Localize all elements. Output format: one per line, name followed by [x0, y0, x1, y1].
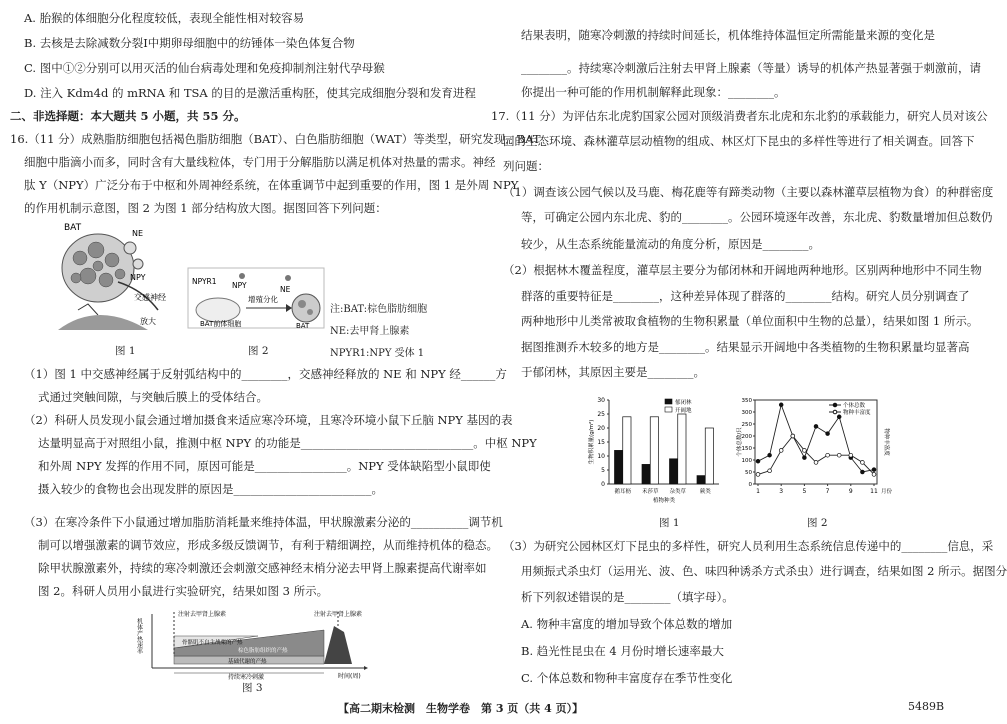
data-point	[837, 415, 841, 419]
q16-part: （1）图 1 中交感神经属于反射弧结构中的________，交感神经释放的 NE 和 NPY 经______方	[24, 367, 507, 381]
npy-label: NPY	[130, 273, 146, 282]
x-tick-label: 11	[870, 488, 878, 495]
data-point	[872, 473, 876, 477]
inject-label: 注射去甲肾上腺素	[314, 611, 363, 618]
q17-part: 群落的重要特征是________，这种差异体现了群落的________结构。研究人员分别调查了	[521, 289, 970, 303]
q17-line: 17.（11 分）为评估东北虎豹国家公园对顶级消费者东北虎和东北豹的承载能力，研究人员对该公	[491, 109, 988, 123]
legend-marker	[833, 410, 837, 414]
basal-metabolism-label: 基础代谢的产热	[228, 659, 267, 665]
bar	[615, 450, 623, 484]
figure-caption: 图 2	[248, 345, 269, 357]
figure-caption: 图 2	[807, 517, 828, 529]
legend-marker	[833, 403, 837, 407]
figure-caption: 图 1	[659, 517, 680, 529]
y-tick-label: 20	[597, 425, 605, 432]
legend-label: 开阔地	[675, 408, 692, 414]
q17-part: 等，可确定公园内东北虎、豹的________。公园环境逐年改善，东北虎、豹数量增加但总数仍	[521, 210, 993, 224]
section-heading: 二、非选择题：本大题共 5 小题，共 55 分。	[10, 109, 246, 123]
bat-label: BAT	[64, 223, 82, 233]
data-point	[849, 453, 853, 457]
x-tick-label: 杂类草	[669, 489, 687, 495]
legend-swatch	[665, 399, 672, 404]
y-tick-label: 200	[741, 434, 752, 440]
option-b: B. 去核是去除减数分裂Ⅰ中期卵母细胞中的纺锤体一染色体复合物	[24, 36, 355, 50]
q16-continued: 结果表明，随寒冷刺激的持续时间延长，机体维持体温恒定所需能量来源的变化是	[521, 28, 935, 42]
data-point	[768, 453, 772, 457]
x-tick-label: 3	[779, 488, 784, 495]
q16-part: 摄入较少的食物也会出现发胖的原因是________________________。	[38, 482, 383, 496]
figure-3-heat-production	[135, 608, 370, 681]
cold-stimulus-label: 持续寒冷刺激	[228, 674, 265, 681]
ne-label: NE	[132, 229, 144, 238]
x-tick-label: 1	[756, 488, 760, 495]
q17-part: （1）调查该公园气候以及马鹿、梅花鹿等有蹄类动物（主要以森林灌草层植物为食）的种群密度	[503, 185, 994, 199]
q17-line: 园的生态环境、森林灌草层动植物的组成、林区灯下昆虫的多样性等进行了相关调查。回答下	[503, 134, 975, 148]
q17-part: 较少，从生态系统能量流动的角度分析，原因是________。	[521, 237, 820, 251]
y-tick-label: 300	[741, 410, 752, 416]
npyr1-label: NPYR1	[192, 277, 217, 286]
q16-line: 16.（11 分）成熟脂肪细胞包括褐色脂肪细胞（BAT）、白色脂肪细胞（WAT）等类型，研究发现，BAT	[10, 132, 541, 146]
bar	[697, 476, 705, 484]
data-point	[768, 469, 772, 473]
enlarge-label: 放大	[140, 317, 156, 326]
data-point	[861, 470, 865, 474]
bar	[678, 414, 686, 484]
q16-part: 除甲状腺激素外，持续的寒冷刺激还会刺激交感神经末梢分泌去甲肾上腺素提高代谢率如	[38, 561, 487, 575]
option-c: C. 图中①②分别可以用灭活的仙台病毒处理和免疫抑制剂注射代孕母猴	[24, 61, 385, 75]
q16-part: （2）科研人员发现小鼠会通过增加摄食来适应寒冷环境，且寒冷环境小鼠下丘脑 NPY 基因的表	[24, 413, 513, 427]
ne-label: NE	[280, 285, 291, 294]
q17-part3: （3）为研究公园林区灯下昆虫的多样性，研究人员利用生态系统信息传递中的________信息，采	[503, 539, 994, 553]
legend-swatch	[665, 407, 672, 412]
option-d: D. 注入 Kdm4d 的 mRNA 和 TSA 的目的是激活重构胚，使其完成细胞分裂和发育进程	[24, 86, 476, 100]
shivering-label: 骨骼肌不自主战栗的产热	[182, 640, 243, 646]
y-tick-label: 15	[597, 439, 605, 446]
option-a: A. 胎猴的体细胞分化程度较低，表现全能性相对较容易	[24, 11, 305, 25]
option-b: B. 趋光性昆虫在 4 月份时增长速率最大	[521, 644, 724, 658]
q16-line: 的作用机制示意图，图 2 为图 1 部分结构放大图。据图回答下列问题：	[24, 201, 387, 215]
q16-line: 细胞中脂滴小而多，同时含有大量线粒体，专门用于分解脂肪以满足机体对热量的需求。神经	[24, 155, 496, 169]
bar	[650, 417, 658, 484]
y-tick-label: 350	[741, 398, 752, 404]
figure-2-enlarged-diagram	[188, 268, 326, 330]
bar	[670, 459, 678, 484]
figure-note: NE:去甲肾上腺素	[330, 326, 410, 337]
data-point	[872, 468, 876, 472]
data-point	[837, 453, 841, 457]
data-point	[803, 449, 807, 453]
y-axis-label-right: 物种丰富度	[883, 428, 889, 456]
series-line	[758, 436, 874, 474]
y-tick-label: 30	[597, 397, 605, 404]
option-c: C. 个体总数和物种丰富度存在季节性变化	[521, 671, 733, 685]
y-tick-label: 10	[597, 453, 605, 460]
x-axis-label: 植物种类	[652, 498, 676, 504]
bar	[642, 464, 650, 484]
q16-part: 式通过突触间隙，与突触后膜上的受体结合。	[38, 390, 268, 404]
line-chart-insects	[737, 392, 897, 508]
data-point	[779, 403, 783, 407]
q17-line: 列问题：	[503, 159, 549, 173]
q16-continued: 你提出一种可能的作用机制解释此现象：________。	[521, 85, 786, 99]
q16-part: 制可以增强激素的调节效应，形成多级反馈调节，有利于精细调控，从而维持机体的稳态。	[38, 538, 498, 552]
figure-note: 注:BAT:棕色脂肪细胞	[330, 304, 428, 315]
q16-part: 和外周 NPY 发挥的作用不同，原因可能是________________。NPY 受体缺陷型小鼠即使	[38, 459, 491, 473]
data-point	[826, 432, 830, 436]
brown-fat-label: 棕色脂肪组织的产热	[238, 648, 288, 654]
data-point	[814, 461, 818, 465]
y-tick-label: 25	[597, 411, 605, 418]
x-tick-label: 蕨类	[699, 489, 711, 495]
figure-caption: 图 1	[115, 345, 136, 357]
q17-part: 两种地形中儿类常被取食植物的生物积累量（单位面积中生物的总量），结果如图 1 所示。	[521, 314, 979, 328]
data-point	[756, 473, 760, 477]
proliferation-label: 增殖分化	[248, 295, 278, 304]
y-axis-label: 机体产热速率	[135, 618, 143, 654]
y-tick-label: 0	[748, 482, 752, 488]
y-axis-label: 生物积累量(g/m²)	[589, 419, 595, 465]
q16-line: 肽 Y（NPY）广泛分布于中枢和外周神经系统，在体重调节中起到重要的作用，图 1 是外周 NPY	[24, 178, 519, 192]
npy-label: NPY	[232, 281, 247, 290]
data-point	[756, 459, 760, 463]
option-a: A. 物种丰富度的增加导致个体总数的增加	[521, 617, 733, 631]
legend-label: 个体总数	[843, 403, 866, 409]
bar	[623, 417, 631, 484]
data-point	[861, 461, 865, 465]
x-tick-label: 鹅耳枥	[614, 489, 632, 495]
figure-1-bat-diagram	[58, 220, 186, 340]
precursor-cell-label: BAT前体细胞	[200, 320, 242, 328]
bat-label: BAT	[296, 322, 310, 330]
x-axis-label: 时间(周)	[338, 673, 361, 680]
q16-part: 图 2。科研人员用小鼠进行实验研究，结果如图 3 所示。	[38, 584, 329, 598]
q17-part3: 析下列叙述错误的是________（填字母）。	[521, 590, 734, 604]
y-tick-label: 250	[741, 422, 752, 428]
data-point	[803, 456, 807, 460]
y-tick-label: 150	[741, 446, 752, 452]
data-point	[779, 449, 783, 453]
q16-part: 达量明显高于对照组小鼠，推测中枢 NPY 的功能是______________________________。中枢 NPY	[38, 436, 537, 450]
bar	[705, 428, 713, 484]
q17-part3: 用频振式杀虫灯（运用光、波、色、味四种诱杀方式杀虫）进行调查，结果如图 2 所示。据图分	[521, 564, 1007, 578]
y-tick-label: 50	[745, 470, 752, 476]
y-axis-label-left: 个体总数/只	[737, 427, 743, 457]
x-tick-label: 9	[848, 488, 853, 495]
footer-code: 5489B	[908, 700, 945, 713]
footer-text: 【高二期末检测 生物学卷 第 3 页（共 4 页）】	[338, 702, 584, 715]
x-axis-label: 月份	[881, 489, 893, 495]
data-point	[791, 434, 795, 438]
data-point	[826, 453, 830, 457]
q17-part: 于郁闭林，其原因主要是________。	[521, 365, 705, 379]
q17-part: 据图推测乔木较多的地方是________。结果显示开阔地中各类植物的生物积累量均显著高	[521, 340, 970, 354]
x-tick-label: 7	[825, 488, 830, 495]
y-tick-label: 0	[601, 481, 605, 488]
q16-continued: ________。持续寒冷刺激后注射去甲肾上腺素（等量）诱导的机体产热显著强于刺激前，请	[521, 61, 981, 75]
y-tick-label: 5	[601, 467, 605, 474]
x-tick-label: 5	[802, 488, 807, 495]
q17-part: （2）根据林木覆盖程度，灌草层主要分为郁闭林和开阔地两种地形。区别两种地形中不同生物	[503, 263, 982, 277]
q16-part: （3）在寒冷条件下小鼠通过增加脂肪消耗量来维持体温，甲状腺激素分泌的__________调节机	[24, 515, 503, 529]
sympathetic-label: 交感神经	[134, 293, 166, 302]
y-tick-label: 100	[741, 458, 752, 464]
legend-label: 物种丰富度	[843, 410, 871, 416]
legend-label: 郁闭林	[675, 400, 692, 406]
bar-chart-biomass	[587, 392, 727, 508]
x-tick-label: 禾莎草	[641, 489, 659, 495]
data-point	[814, 425, 818, 429]
figure-note: NPYR1:NPY 受体 1	[330, 348, 425, 359]
figure-caption: 图 3	[242, 682, 263, 694]
inject-label: 注射去甲肾上腺素	[178, 611, 227, 618]
